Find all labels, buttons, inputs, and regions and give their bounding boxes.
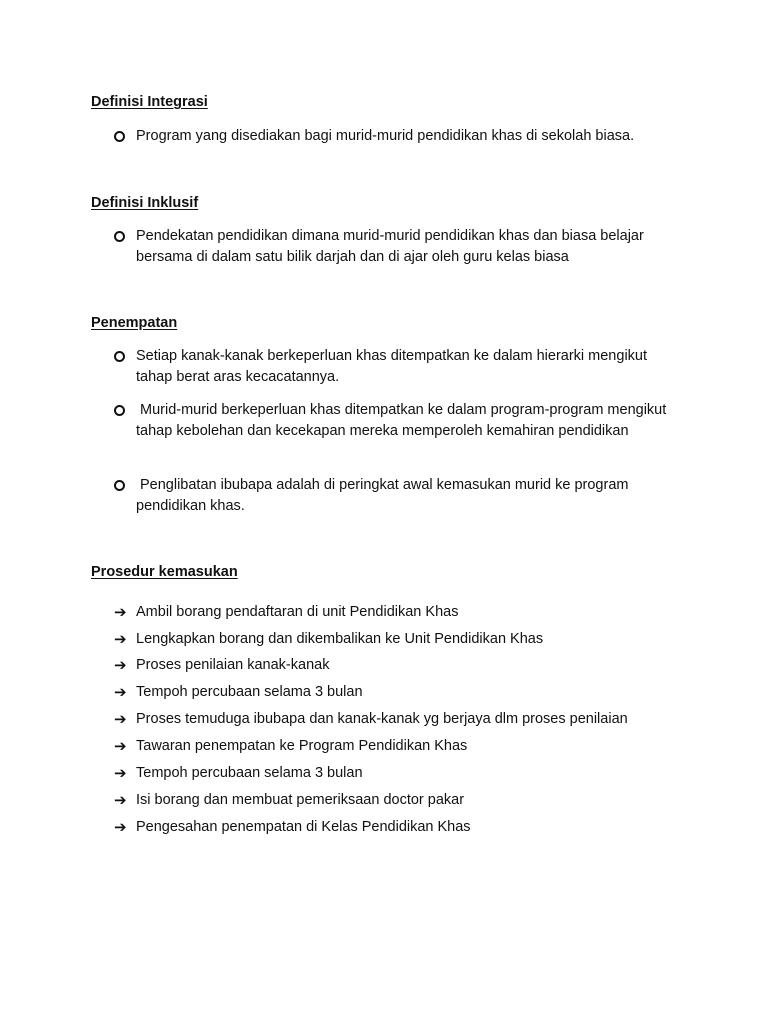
procedure-step-text: Tawaran penempatan ke Program Pendidikan Khas	[136, 738, 468, 754]
procedure-step	[114, 790, 694, 810]
procedure-step-text: Pengesahan penempatan di Kelas Pendidikan Khas	[136, 819, 471, 835]
procedure-step-text: Tempoh percubaan selama 3 bulan	[136, 684, 363, 700]
list-item	[114, 475, 674, 517]
procedure-step-text: Isi borang dan membuat pemeriksaan doctor pakar	[136, 792, 465, 808]
hollow-circle-bullet-icon	[114, 131, 125, 142]
procedure-step	[114, 709, 694, 729]
procedure-step-text: Proses penilaian kanak-kanak	[136, 657, 330, 673]
procedure-step-text: Ambil borang pendaftaran di unit Pendidikan Khas	[136, 604, 459, 620]
hollow-circle-bullet-icon	[114, 231, 125, 242]
list-item-text: Program yang disediakan bagi murid-murid pendidikan khas di sekolah biasa.	[136, 128, 635, 144]
list-item-text: Penglibatan ibubapa adalah di peringkat awal kemasukan murid ke program pendidikan khas.	[136, 477, 629, 514]
arrow-right-icon: ➔	[114, 737, 127, 755]
arrow-right-icon: ➔	[114, 764, 127, 782]
procedure-step	[114, 763, 694, 783]
arrow-right-icon: ➔	[114, 791, 127, 809]
procedure-step	[114, 682, 694, 702]
list-item	[114, 126, 674, 147]
list-item-text: Murid-murid berkeperluan khas ditempatkan ke dalam program-program mengikut tahap kebolehan dan kecekapan mereka memperoleh kemahiran pendidikan	[136, 402, 667, 439]
list-item	[114, 346, 674, 388]
heading-definisi-integrasi: Definisi Integrasi	[91, 94, 208, 110]
hollow-circle-bullet-icon	[114, 351, 125, 362]
list-item	[114, 226, 674, 268]
procedure-step	[114, 736, 694, 756]
arrow-right-icon: ➔	[114, 630, 127, 648]
hollow-circle-bullet-icon	[114, 405, 125, 416]
procedure-step-text: Proses temuduga ibubapa dan kanak-kanak yg berjaya dlm proses penilaian	[136, 711, 628, 727]
list-item-text: Pendekatan pendidikan dimana murid-murid pendidikan khas dan biasa belajar bersama di dalam satu bilik darjah dan di ajar oleh guru kelas biasa	[136, 228, 644, 265]
arrow-right-icon: ➔	[114, 818, 127, 836]
procedure-step	[114, 817, 694, 837]
heading-definisi-inklusif: Definisi Inklusif	[91, 195, 199, 211]
list-item-text: Setiap kanak-kanak berkeperluan khas ditempatkan ke dalam hierarki mengikut tahap berat aras kecacatannya.	[136, 348, 648, 385]
hollow-circle-bullet-icon	[114, 480, 125, 491]
arrow-right-icon: ➔	[114, 603, 127, 621]
arrow-right-icon: ➔	[114, 710, 127, 728]
heading-prosedur-kemasukan: Prosedur kemasukan	[91, 564, 238, 580]
procedure-step-text: Lengkapkan borang dan dikembalikan ke Unit Pendidikan Khas	[136, 631, 544, 647]
procedure-step	[114, 602, 694, 622]
procedure-step-text: Tempoh percubaan selama 3 bulan	[136, 765, 363, 781]
procedure-step	[114, 629, 694, 649]
procedure-step	[114, 655, 694, 675]
arrow-right-icon: ➔	[114, 656, 127, 674]
list-item	[114, 400, 674, 442]
arrow-right-icon: ➔	[114, 683, 127, 701]
heading-penempatan: Penempatan	[91, 315, 178, 331]
